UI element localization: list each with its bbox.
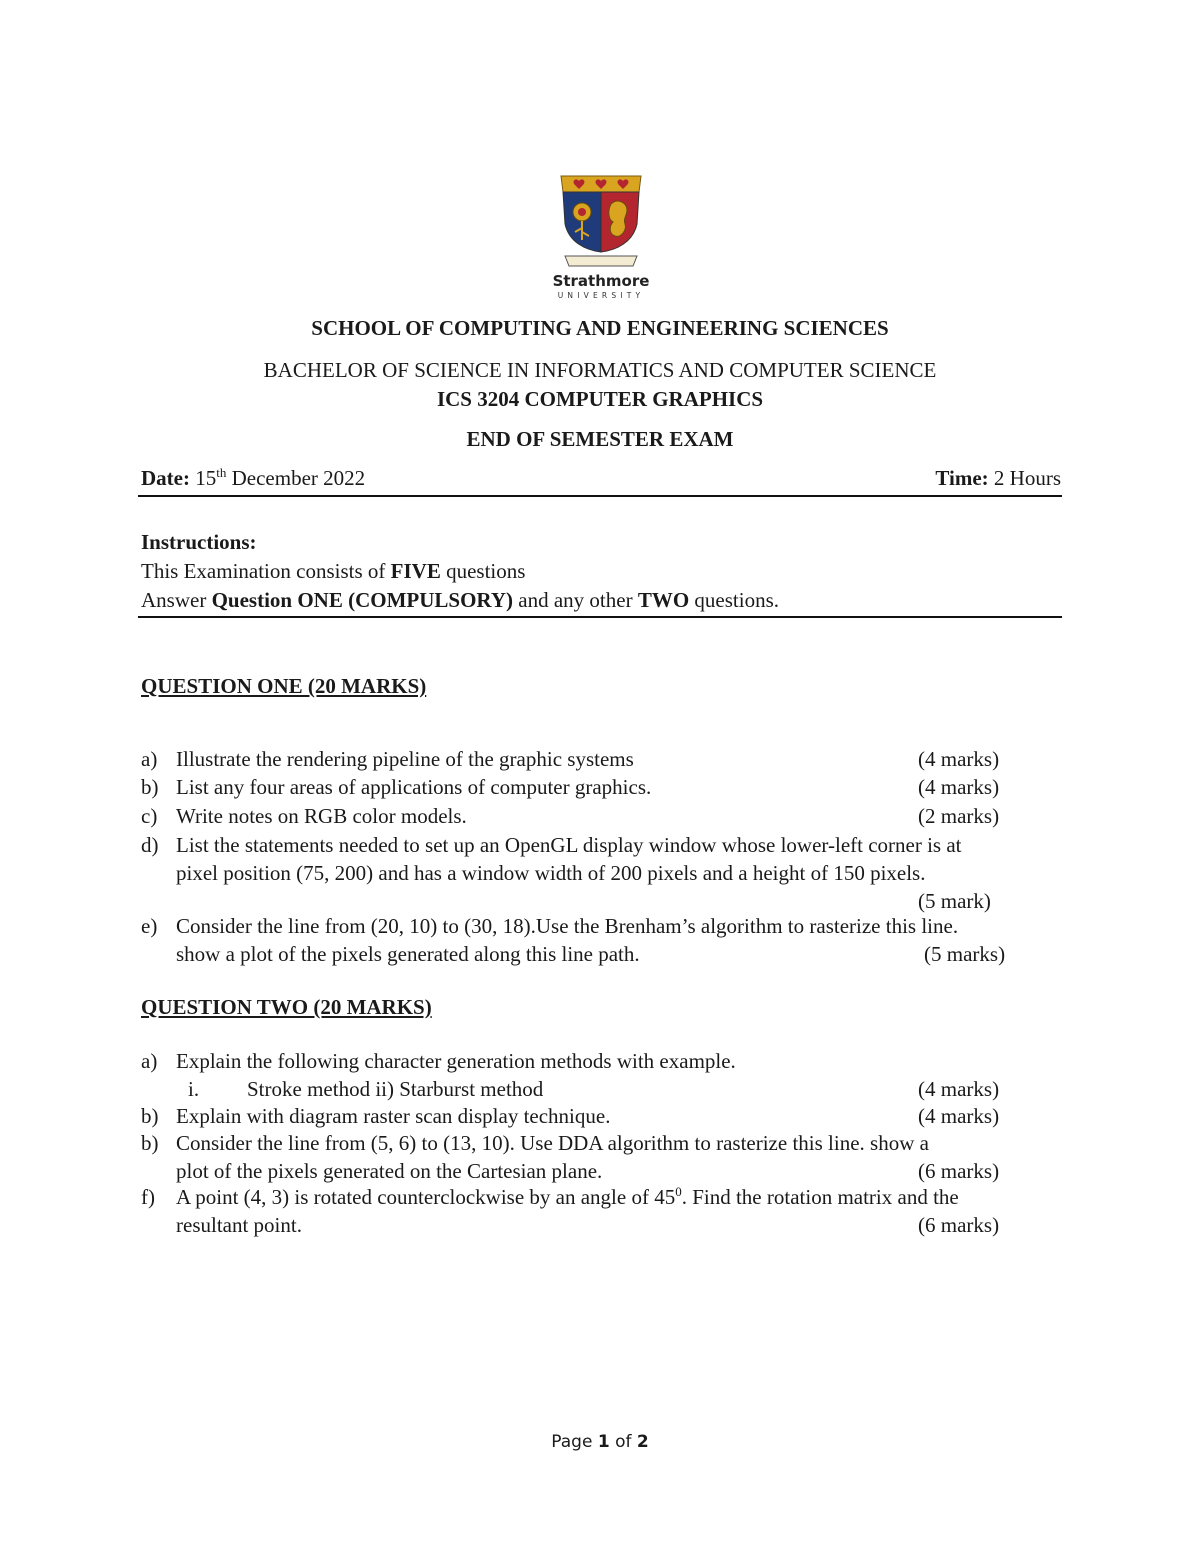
item-marks: (4 marks) — [918, 747, 1000, 771]
footer-text: Page — [551, 1432, 598, 1452]
item-text: Stroke method ii) Starburst method — [247, 1077, 544, 1101]
item-label: f) — [141, 1185, 155, 1209]
item-text-part: . Find the rotation matrix and the — [681, 1185, 959, 1209]
instr-emphasis: TWO — [637, 588, 690, 612]
exam-title: END OF SEMESTER EXAM — [466, 427, 734, 451]
time-field — [935, 466, 1061, 491]
item-marks: (5 marks) — [924, 942, 1006, 966]
instructions-line-2 — [141, 586, 779, 615]
item-text: Explain the following character generation methods with example. — [176, 1049, 736, 1073]
instr-text: questions. — [689, 588, 779, 612]
item-marks: (4 marks) — [918, 1104, 1000, 1128]
logo-subtitle: UNIVERSITY — [557, 291, 645, 300]
degree-title: BACHELOR OF SCIENCE IN INFORMATICS AND COMPUTER SCIENCE — [263, 358, 937, 382]
item-marks: (4 marks) — [918, 1077, 1000, 1101]
instr-text: and any other — [513, 588, 638, 612]
question-one-heading: QUESTION ONE (20 MARKS) — [141, 674, 427, 698]
instr-text: Answer — [141, 588, 212, 612]
item-text-part: A point (4, 3) is rotated counterclockwise by an angle of 45 — [176, 1185, 676, 1209]
question-two-heading: QUESTION TWO (20 MARKS) — [141, 995, 432, 1019]
item-text: Consider the line from (5, 6) to (13, 10). Use DDA algorithm to rasterize this line. show a — [176, 1131, 929, 1155]
item-label: c) — [141, 804, 158, 828]
item-label: a) — [141, 747, 158, 771]
instr-text: This Examination consists of — [141, 559, 391, 583]
item-label: b) — [141, 1104, 159, 1128]
instructions-title: Instructions: — [141, 530, 257, 554]
item-text: Explain with diagram raster scan display technique. — [176, 1104, 611, 1128]
course-title: ICS 3204 COMPUTER GRAPHICS — [436, 387, 764, 411]
item-text: Illustrate the rendering pipeline of the graphic systems — [176, 747, 634, 771]
item-marks: (6 marks) — [918, 1159, 1000, 1183]
item-label: b) — [141, 775, 159, 799]
item-text: Consider the line from (20, 10) to (30, 18).Use the Brenham’s algorithm to rasterize this line. — [176, 914, 959, 938]
instr-text: questions — [440, 559, 526, 583]
logo-wordmark: Strathmore — [552, 272, 650, 290]
instr-emphasis: FIVE — [390, 559, 441, 583]
time-value: 2 Hours — [993, 466, 1061, 490]
strathmore-crest-icon — [555, 174, 647, 270]
date-rest: December 2022 — [231, 466, 366, 490]
date-time-row — [141, 466, 1061, 491]
page-number: 1 — [597, 1432, 610, 1452]
item-text-cont: resultant point. — [176, 1213, 302, 1237]
item-marks: (5 mark) — [918, 889, 991, 913]
date-field — [141, 466, 365, 491]
item-text-cont: pixel position (75, 200) and has a window width of 200 pixels and a height of 150 pixels. — [176, 861, 926, 885]
item-label: e) — [141, 914, 158, 938]
item-text — [176, 1183, 959, 1211]
item-marks: (4 marks) — [918, 775, 1000, 799]
item-label: i. — [188, 1077, 200, 1101]
instructions-line-1 — [141, 557, 779, 586]
time-label: Time: — [935, 466, 989, 490]
item-marks: (6 marks) — [918, 1213, 1000, 1237]
date-label: Date: — [141, 466, 190, 490]
school-title: SCHOOL OF COMPUTING AND ENGINEERING SCIENCES — [311, 316, 889, 340]
divider — [138, 616, 1062, 618]
degree-superscript: 0 — [675, 1184, 682, 1199]
item-label: d) — [141, 833, 159, 857]
item-label: a) — [141, 1049, 158, 1073]
instr-emphasis: Question ONE (COMPULSORY) — [211, 588, 514, 612]
page-total: 2 — [636, 1432, 649, 1452]
date-suffix: th — [216, 465, 227, 480]
item-label: b) — [141, 1131, 159, 1155]
item-text: List the statements needed to set up an OpenGL display window whose lower-left corner is at — [176, 833, 962, 857]
item-marks: (2 marks) — [918, 804, 1000, 828]
item-text-cont: plot of the pixels generated on the Cartesian plane. — [176, 1159, 603, 1183]
divider — [138, 495, 1062, 497]
date-day: 15 — [195, 466, 217, 490]
page-footer — [0, 1432, 1200, 1452]
university-logo — [545, 174, 657, 302]
item-text: List any four areas of applications of computer graphics. — [176, 775, 652, 799]
item-text: Write notes on RGB color models. — [176, 804, 467, 828]
item-text-cont: show a plot of the pixels generated along this line path. — [176, 942, 640, 966]
instructions — [141, 528, 779, 615]
footer-text: of — [609, 1432, 637, 1452]
